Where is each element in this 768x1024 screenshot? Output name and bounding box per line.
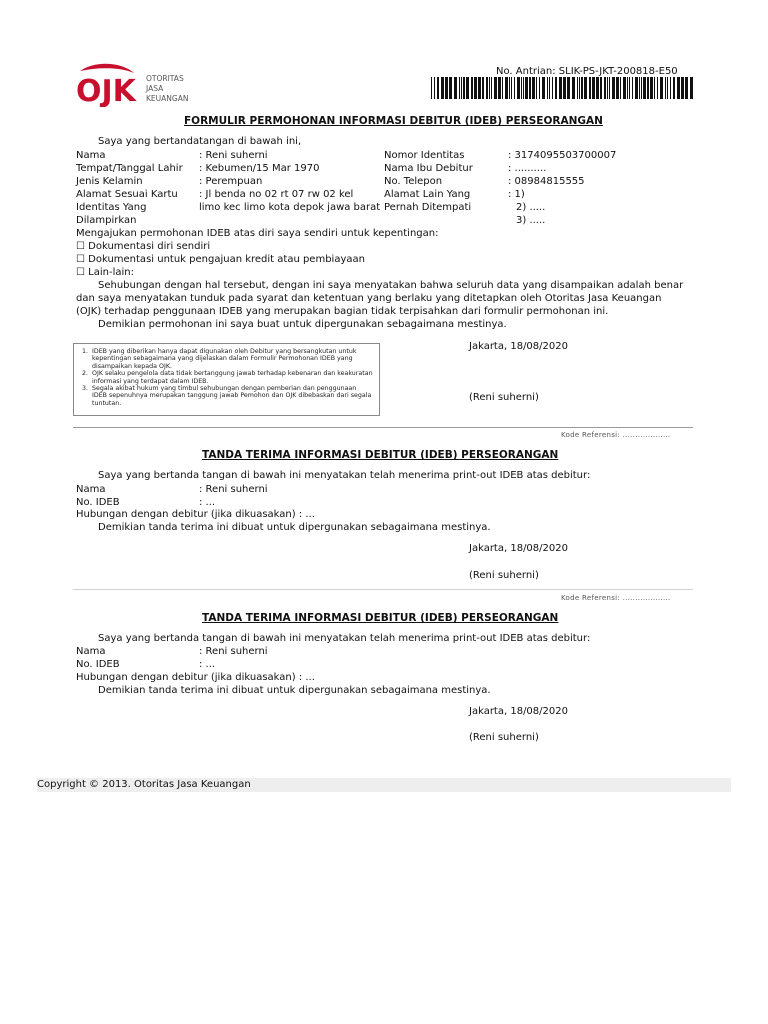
logo-line-1: OTORITAS bbox=[146, 74, 184, 83]
receipt-2-title: TANDA TERIMA INFORMASI DEBITUR (IDEB) PERSEORANGAN bbox=[202, 612, 559, 624]
note-item: 1. IDEB yang diberikan hanya dapat digunakan oleh Debitur yang bersangkutan untuk kepentingan sebagaimana yang dijelaskan dalam Formulir Permohonan IDEB yang disampaikan kepada OJK. bbox=[90, 348, 373, 370]
receipt-2-signature-name: (Reni suherni) bbox=[469, 732, 539, 743]
field-label-phone: No. Telepon bbox=[384, 176, 443, 187]
logo-brand: OJK bbox=[76, 74, 136, 107]
field-label-address: Alamat Sesuai Kartu bbox=[76, 189, 178, 200]
field-label-mother: Nama Ibu Debitur bbox=[384, 163, 473, 174]
copyright-text: Copyright © 2013. Otoritas Jasa Keuangan bbox=[37, 779, 251, 790]
field-label-lived: Pernah Ditempati bbox=[384, 202, 472, 213]
field-label-attached: Dilampirkan bbox=[76, 215, 137, 226]
receipt-2-relation: Hubungan dengan debitur (jika dikuasakan) : ... bbox=[76, 672, 315, 683]
field-value-address-cont: limo kec limo kota depok jawa barat bbox=[199, 202, 381, 213]
queue-number: No. Antrian: SLIK-PS-JKT-200818-E50 bbox=[496, 66, 678, 77]
field-label-birth: Tempat/Tanggal Lahir bbox=[76, 163, 183, 174]
form-intro: Saya yang bertandatangan di bawah ini, bbox=[98, 136, 302, 147]
purpose-option-other[interactable]: ☐ Lain-lain: bbox=[76, 267, 134, 278]
statement-line-3: (OJK) terhadap penggunaan IDEB yang merupakan bagian tidak terpisahkan dari formulir permohonan ini. bbox=[76, 306, 609, 317]
ref-code: Kode Referensi: ................... bbox=[561, 594, 671, 602]
form-place-date: Jakarta, 18/08/2020 bbox=[469, 341, 568, 352]
ojk-logo bbox=[74, 61, 198, 107]
purpose-option-self[interactable]: ☐ Dokumentasi diri sendiri bbox=[76, 241, 211, 252]
field-value-birth: : Kebumen/15 Mar 1970 bbox=[199, 163, 320, 174]
receipt-2-name-label: Nama bbox=[76, 646, 106, 657]
field-value-gender: : Perempuan bbox=[199, 176, 263, 187]
barcode bbox=[431, 77, 696, 99]
receipt-1-ideb-label: No. IDEB bbox=[76, 497, 120, 508]
note-item: 3. Segala akibat hukum yang timbul sehubungan dengan pemberian dan penggunaan IDEB sepenuhnya merupakan tanggung jawab Pemohon dan OJK dibebaskan dari segala tuntutan. bbox=[90, 385, 373, 407]
receipt-2-place-date: Jakarta, 18/08/2020 bbox=[469, 706, 568, 717]
receipt-1-name-label: Nama bbox=[76, 484, 106, 495]
receipt-1-signature-name: (Reni suherni) bbox=[469, 570, 539, 581]
receipt-2-ideb-value: : ... bbox=[199, 659, 216, 670]
receipt-1-place-date: Jakarta, 18/08/2020 bbox=[469, 543, 568, 554]
purpose-option-credit[interactable]: ☐ Dokumentasi untuk pengajuan kredit atau pembiayaan bbox=[76, 254, 365, 265]
receipt-1-closing: Demikian tanda terima ini dibuat untuk dipergunakan sebagaimana mestinya. bbox=[98, 522, 491, 533]
receipt-2-closing: Demikian tanda terima ini dibuat untuk dipergunakan sebagaimana mestinya. bbox=[98, 685, 491, 696]
logo-line-3: KEUANGAN bbox=[146, 94, 189, 103]
field-label-gender: Jenis Kelamin bbox=[76, 176, 143, 187]
field-value-id-number: : 3174095503700007 bbox=[508, 150, 617, 161]
field-value-name: : Reni suherni bbox=[199, 150, 268, 161]
form-title: FORMULIR PERMOHONAN INFORMASI DEBITUR (IDEB) PERSEORANGAN bbox=[184, 115, 603, 127]
receipt-1-relation: Hubungan dengan debitur (jika dikuasakan) : ... bbox=[76, 509, 315, 520]
receipt-1-name-value: : Reni suherni bbox=[199, 484, 268, 495]
section-divider bbox=[73, 589, 693, 590]
statement-line-1: Sehubungan dengan hal tersebut, dengan ini saya menyatakan bahwa seluruh data yang disampaikan adalah benar bbox=[98, 280, 684, 291]
field-value-mother: : .......... bbox=[508, 163, 547, 174]
field-label-identity: Identitas Yang bbox=[76, 202, 147, 213]
field-label-other-address: Alamat Lain Yang bbox=[384, 189, 471, 200]
section-divider bbox=[73, 427, 693, 428]
receipt-2-ideb-label: No. IDEB bbox=[76, 659, 120, 670]
field-label-id-number: Nomor Identitas bbox=[384, 150, 465, 161]
field-value-phone: : 08984815555 bbox=[508, 176, 585, 187]
field-label-name: Nama bbox=[76, 150, 106, 161]
receipt-1-title: TANDA TERIMA INFORMASI DEBITUR (IDEB) PERSEORANGAN bbox=[202, 449, 559, 461]
receipt-2-name-value: : Reni suherni bbox=[199, 646, 268, 657]
purpose-intro: Mengajukan permohonan IDEB atas diri saya sendiri untuk kepentingan: bbox=[76, 228, 439, 239]
field-value-other-address-2: 2) ..... bbox=[516, 202, 546, 213]
statement-line-2: dan saya menyatakan tunduk pada syarat dan ketentuan yang berlaku yang ditetapkan oleh Otoritas Jasa Keuangan bbox=[76, 293, 662, 304]
ref-code: Kode Referensi: ................... bbox=[561, 431, 671, 439]
field-value-other-address-3: 3) ..... bbox=[516, 215, 546, 226]
receipt-1-ideb-value: : ... bbox=[199, 497, 216, 508]
receipt-1-intro: Saya yang bertanda tangan di bawah ini menyatakan telah menerima print-out IDEB atas debitur: bbox=[98, 470, 591, 481]
receipt-2-intro: Saya yang bertanda tangan di bawah ini menyatakan telah menerima print-out IDEB atas debitur: bbox=[98, 633, 591, 644]
note-item: 2. OJK selaku pengelola data tidak bertanggung jawab terhadap kebenaran dan keakuratan informasi yang terdapat dalam IDEB. bbox=[90, 370, 373, 385]
field-value-address: : Jl benda no 02 rt 07 rw 02 kel bbox=[199, 189, 354, 200]
form-closing: Demikian permohonan ini saya buat untuk dipergunakan sebagaimana mestinya. bbox=[98, 319, 507, 330]
logo-line-2: JASA bbox=[146, 84, 164, 93]
field-value-other-address-1: : 1) bbox=[508, 189, 525, 200]
notes-box bbox=[73, 343, 380, 416]
form-signature-name: (Reni suherni) bbox=[469, 392, 539, 403]
